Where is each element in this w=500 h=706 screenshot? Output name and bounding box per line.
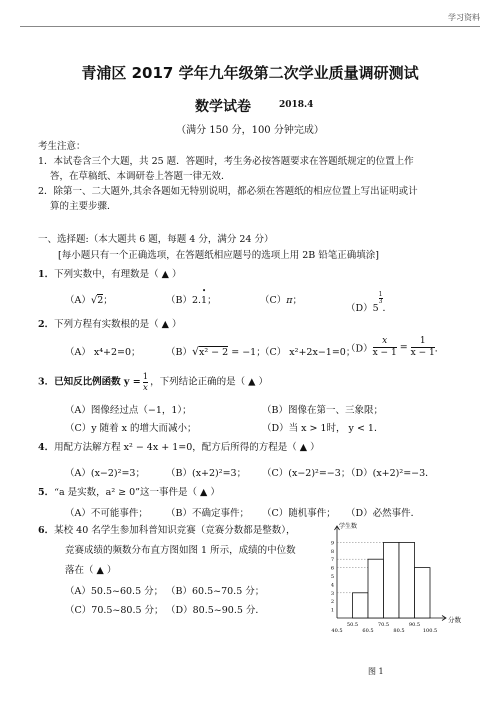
y-tick-label: 3 [330, 590, 334, 597]
x-tick-label: 40.5 [331, 628, 343, 634]
option-label: （A） [65, 295, 91, 306]
header-divider [20, 26, 480, 27]
notice-item-1: 1．本试卷含三个大题，共 25 题．答题时，考生务必按答题要求在答题纸规定的位置上作 [38, 156, 414, 167]
option-end: ． [382, 303, 393, 314]
exam-title: 青浦区 2017 学年九年级第二次学业质量调研测试 [81, 64, 419, 82]
option-end: ； [103, 295, 113, 306]
question-3-option-d: （D）当 x > 1时， y < 1． [262, 423, 384, 434]
question-6-option-b: （B）60.5~70.5 分； [166, 586, 265, 597]
y-tick-label: 1 [330, 607, 334, 614]
y-tick-label: 6 [330, 565, 334, 572]
question-5-option-a: （A）不可能事件； [65, 508, 148, 519]
fraction-left [373, 336, 397, 359]
question-6-stem-line-2: 竞赛成绩的频数分布直方图如图 1 所示，成绩的中位数 [65, 545, 296, 556]
section1-heading: 一、选择题:（本大题共 6 题，每题 4 分，满分 24 分） [38, 234, 274, 245]
question-text: 下列方程有实数根的是（ ▲ ） [54, 319, 182, 330]
histogram-bar [399, 542, 415, 618]
question-5-option-b: （B）不确定事件； [166, 508, 249, 519]
question-2-stem [38, 318, 181, 332]
question-4-option-d: （D）(x+2)²=−3． [346, 468, 435, 479]
question-4-option-b: （B）(x+2)²=3； [166, 468, 247, 479]
question-text-post: ，下列结论正确的是（ ▲ ） [150, 376, 268, 388]
x-tick-label: 70.5 [377, 622, 390, 628]
option-label: （D） [346, 343, 373, 355]
question-1-stem [38, 268, 181, 282]
question-text: “a 是实数，a² ≥ 0”这一事件是（ ▲ ） [54, 487, 220, 498]
fraction-denominator: x − 1 [410, 348, 435, 358]
option-end: ． [434, 343, 445, 355]
y-tick-label: 7 [330, 557, 334, 564]
exam-date: 2018.4 [279, 100, 314, 110]
x-tick-label: 60.5 [362, 628, 374, 634]
fraction-denominator: x − 1 [372, 348, 397, 358]
question-5-option-c: （C）随机事件； [262, 508, 336, 519]
y-axis-label: 学生数 [339, 523, 358, 530]
question-2-option-a: （A） x⁴+2=0； [65, 347, 141, 358]
y-tick-label: 5 [330, 574, 334, 580]
question-6-option-d: （D）80.5~90.5 分． [166, 605, 265, 616]
x-tick-label: 90.5 [408, 622, 421, 628]
exponent-numerator: 1 [378, 291, 383, 298]
question-text: 某校 40 名学生参加科普知识竞赛（竞赛分数都是整数）， [54, 525, 296, 536]
question-number: 5． [38, 487, 55, 498]
fraction-numerator: 1 [411, 336, 435, 348]
section1-instruction: [每小题只有一个正确选项，在答题纸相应题号的选项上用 2B 铅笔正确填涂] [58, 250, 379, 261]
option-label: （B） [166, 347, 192, 358]
y-tick-label: 8 [330, 548, 334, 555]
question-number: 2． [38, 319, 55, 330]
question-6-stem-line-3: 落在（ ▲ ） [65, 565, 117, 576]
fraction [143, 372, 148, 393]
notice-heading: 考生注意： [38, 141, 86, 152]
option-rest: = −1； [228, 347, 266, 358]
question-6-option-c: （C）70.5~80.5 分； [65, 605, 164, 616]
y-tick-label: 4 [330, 582, 334, 589]
frequency-histogram [325, 520, 475, 662]
header-label: 学习资料 [448, 13, 480, 22]
question-number: 6． [38, 525, 55, 536]
x-tick-label: 80.5 [393, 628, 405, 634]
question-3-option-c: （C）y 随着 x 的增大而减小； [65, 423, 197, 434]
decimal-value: 2.1 [191, 295, 208, 306]
question-text: 用配方法解方程 x² − 4x + 1=0，配方后所得的方程是（ ▲ ） [54, 442, 320, 453]
radicand: 2 [97, 295, 104, 306]
x-axis-label: 分数 [448, 616, 461, 624]
histogram-bar [353, 593, 369, 618]
option-label: （C） [260, 295, 287, 306]
x-tick-label: 100.5 [422, 628, 438, 634]
question-1-option-d [346, 292, 392, 314]
repeating-decimal [191, 287, 208, 306]
exam-meta: （满分 150 分，100 分钟完成） [176, 125, 324, 136]
question-4-stem [38, 441, 320, 455]
question-2-option-d [346, 336, 444, 359]
question-6-option-a: （A）50.5~60.5 分； [65, 586, 164, 597]
x-tick-label: 50.5 [346, 622, 359, 628]
question-text: 下列实数中，有理数是（ ▲ ） [54, 269, 182, 280]
question-6-stem [38, 524, 296, 538]
histogram-bar [384, 542, 400, 618]
y-tick-label: 2 [330, 599, 334, 606]
question-3-stem [38, 372, 268, 393]
fraction-numerator: x [373, 336, 397, 348]
fraction-right [411, 336, 435, 359]
option-end: ； [292, 295, 303, 306]
question-3-option-b: （B）图像在第一、三象限； [262, 405, 383, 416]
question-5-stem [38, 486, 220, 500]
question-number: 1． [38, 269, 55, 280]
notice-item-1b: 答，在草稿纸、本调研卷上答题一律无效． [50, 171, 231, 182]
notice-item-2b: 算的主要步骤． [50, 201, 117, 212]
power-base: 5 [372, 303, 379, 314]
radicand: x² − 2 [199, 347, 229, 358]
question-4-option-c: （C）(x−2)²=−3； [262, 468, 351, 479]
option-label: （B） [166, 295, 192, 306]
fraction-numerator: 1 [142, 372, 149, 382]
notice-item-2: 2．除第一、二大题外,其余各题如无特别说明，都必须在答题纸的相应位置上写出证明或计 [38, 186, 418, 197]
histogram-bar [415, 568, 431, 618]
question-5-option-d: （D）必然事件． [346, 508, 421, 519]
option-label: （D） [346, 303, 373, 314]
question-1-option-c [260, 292, 302, 306]
question-3-option-a: （A）图像经过点（−1，1）； [65, 405, 192, 416]
histogram-bar [368, 559, 384, 618]
repeat-dot: • [201, 287, 207, 295]
question-2-option-b [166, 344, 266, 358]
question-1-option-a [65, 292, 113, 306]
radical-sign: √ [90, 295, 98, 306]
option-end: ； [207, 295, 217, 306]
figure-caption: 图 1 [368, 667, 384, 676]
exponent-denominator: 3 [378, 298, 383, 305]
question-4-option-a: （A）(x−2)²=3； [65, 468, 145, 479]
radical-sign: √ [191, 345, 199, 358]
y-tick-label: 9 [330, 540, 334, 547]
question-1-option-b [166, 287, 217, 306]
question-text-pre: 3．已知反比例函数 y = [38, 376, 141, 388]
question-number: 4． [38, 442, 55, 453]
fraction-denominator: x [143, 383, 148, 393]
question-2-option-c: （C） x²+2x−1=0； [260, 347, 356, 358]
equals-sign: = [399, 342, 408, 353]
exam-subtitle: 数学试卷 [195, 99, 251, 115]
pi-symbol: π [286, 295, 293, 306]
